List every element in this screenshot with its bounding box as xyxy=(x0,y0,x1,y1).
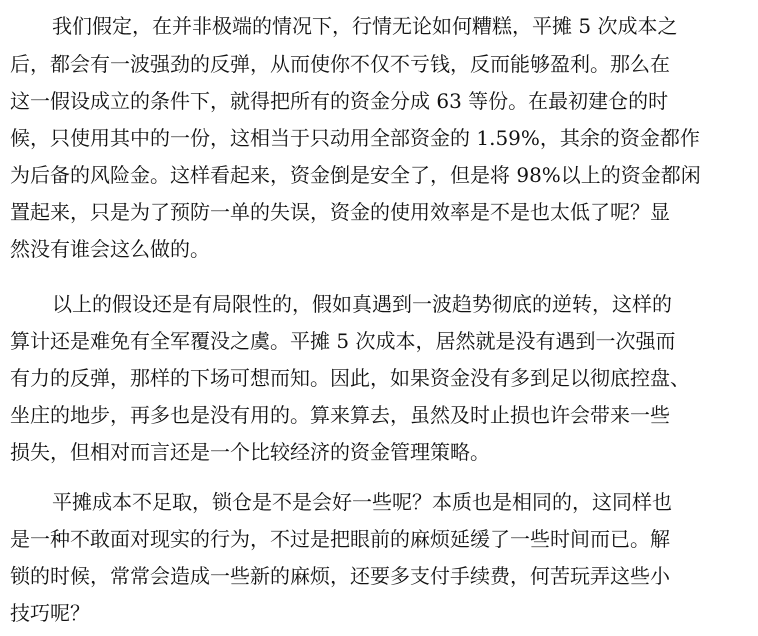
text-line: 损失，但相对而言还是一个比较经济的资金管理策略。 xyxy=(10,440,490,464)
text-line: 置起来，只是为了预防一单的失误，资金的使用效率是不是也太低了呢？显 xyxy=(10,200,670,224)
text-line: 锁的时候，常常会造成一些新的麻烦，还要多支付手续费，何苦玩弄这些小 xyxy=(10,564,670,588)
text-line: 后，都会有一波强劲的反弹，从而使你不仅不亏钱，反而能够盈利。那么在 xyxy=(10,52,670,76)
text-line: 坐庄的地步，再多也是没有用的。算来算去，虽然及时止损也许会带来一些 xyxy=(10,403,670,427)
text-line: 候，只使用其中的一份，这相当于只动用全部资金的 1.59%，其余的资金都作 xyxy=(10,126,700,150)
text-line: 我们假定，在并非极端的情况下，行情无论如何糟糕，平摊 5 次成本之 xyxy=(52,14,678,38)
text-line: 技巧呢？ xyxy=(10,601,90,625)
text-line: 是一种不敢面对现实的行为，不过是把眼前的麻烦延缓了一些时间而已。解 xyxy=(10,527,670,551)
text-line: 为后备的风险金。这样看起来，资金倒是安全了，但是将 98%以上的资金都闲 xyxy=(10,163,701,187)
text-line: 算计还是难免有全军覆没之虞。平摊 5 次成本，居然就是没有遇到一次强而 xyxy=(10,329,676,353)
text-line: 以上的假设还是有局限性的，假如真遇到一波趋势彻底的逆转，这样的 xyxy=(52,292,672,316)
text-line: 这一假设成立的条件下，就得把所有的资金分成 63 等份。在最初建仓的时 xyxy=(10,89,669,113)
text-line: 然没有谁会这么做的。 xyxy=(10,237,210,261)
text-line: 平摊成本不足取，锁仓是不是会好一些呢？本质也是相同的，这同样也 xyxy=(52,490,672,514)
text-line: 有力的反弹，那样的下场可想而知。因此，如果资金没有多到足以彻底控盘、 xyxy=(10,366,690,390)
